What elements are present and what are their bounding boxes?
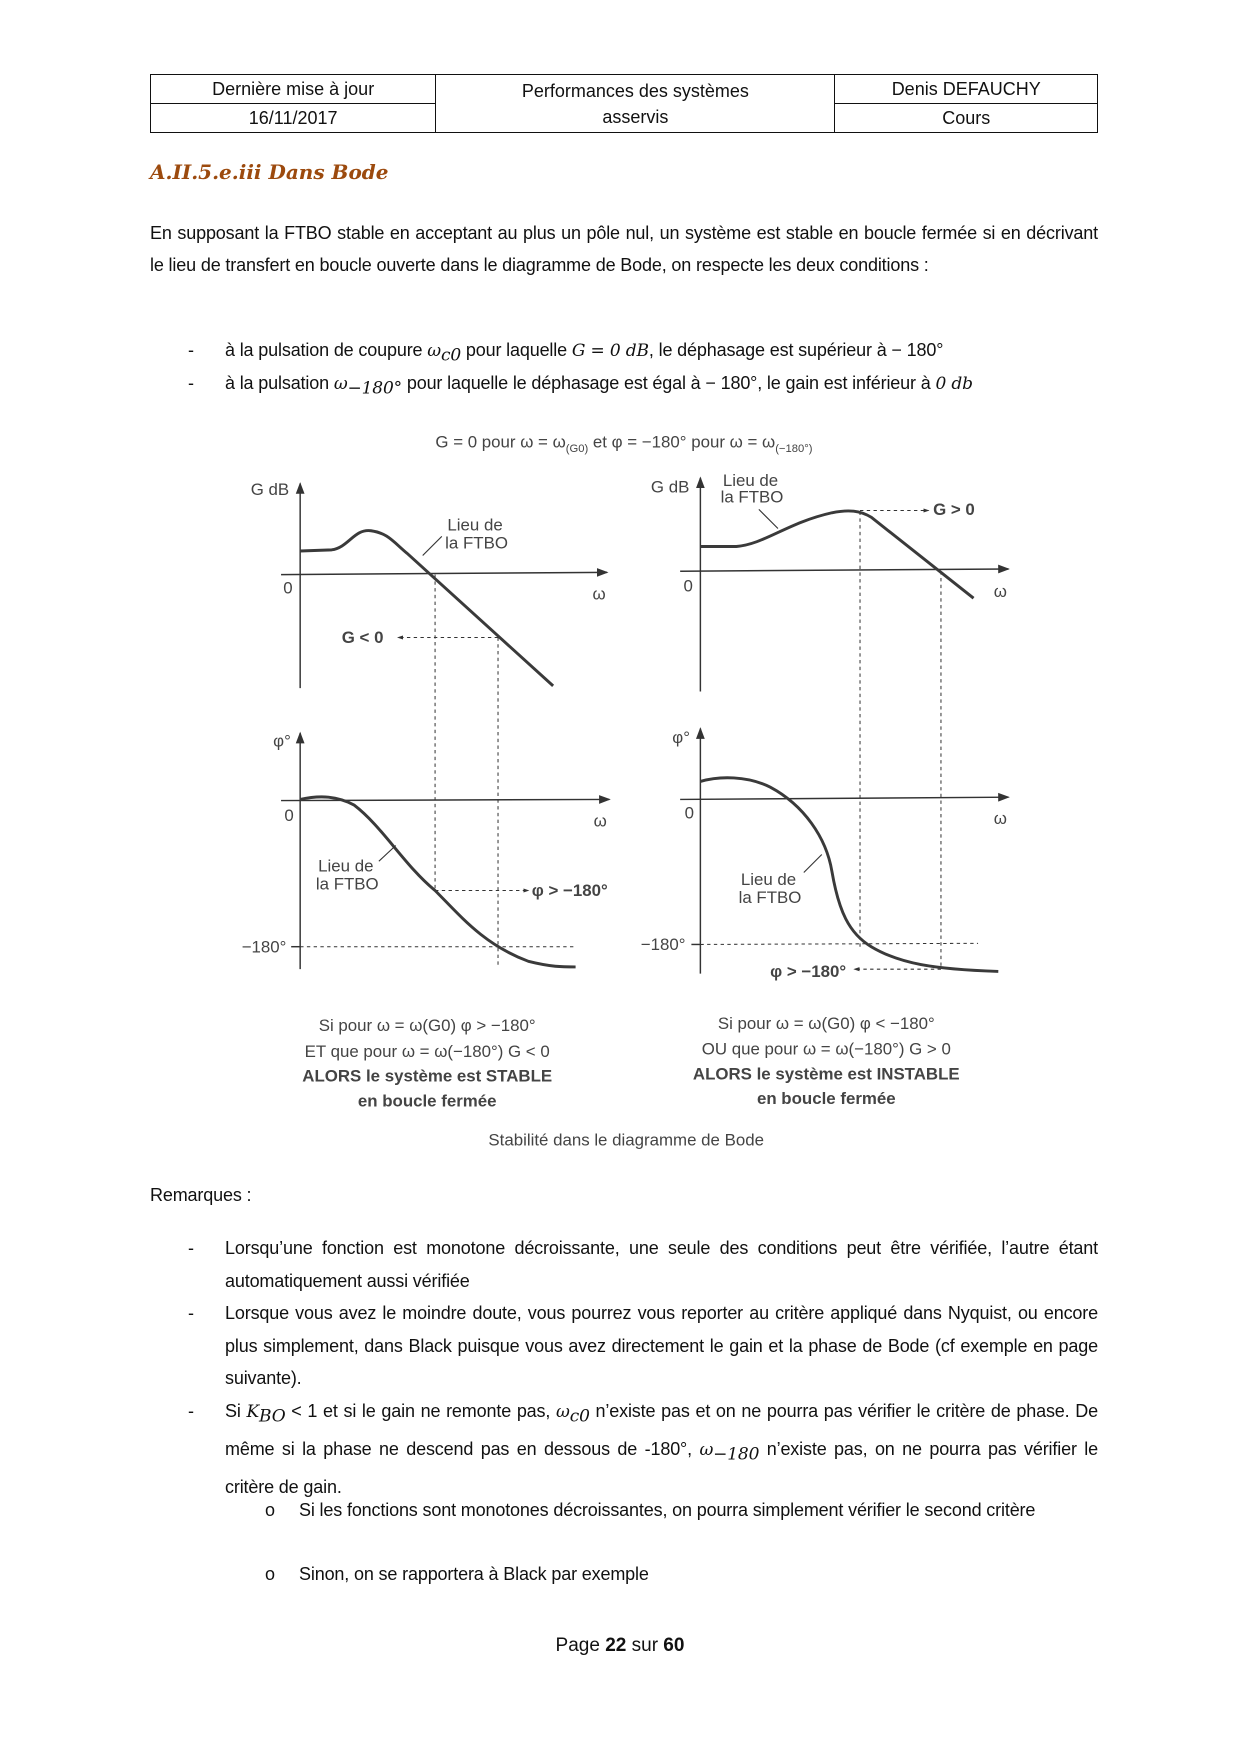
last-update-label: Dernière mise à jour bbox=[151, 75, 436, 104]
locus-label: Lieu de bbox=[740, 869, 797, 889]
figure-caption: Stabilité dans le diagramme de Bode bbox=[488, 1130, 764, 1150]
locus-label: Lieu de bbox=[447, 515, 503, 535]
locus-label: la FTBO bbox=[315, 874, 379, 894]
left-gain-axis-label: G dB bbox=[250, 479, 290, 499]
svg-text:ALORS le système est STABLE: ALORS le système est STABLE bbox=[302, 1066, 553, 1086]
page-footer: Page 22 sur 60 bbox=[555, 1635, 685, 1656]
right-phase-omega-label: ω bbox=[993, 809, 1007, 829]
locus-label: la FTBO bbox=[738, 887, 802, 907]
left-gain-curve bbox=[300, 531, 553, 686]
left-minus180-label: −180° bbox=[241, 937, 287, 957]
left-phase-axis-label: φ° bbox=[273, 731, 291, 751]
doc-type: Cours bbox=[835, 104, 1098, 133]
update-date: 16/11/2017 bbox=[151, 104, 436, 133]
left-gain-omega-label: ω bbox=[592, 584, 606, 604]
right-gain-axis-label: G dB bbox=[650, 477, 690, 497]
locus-label: la FTBO bbox=[445, 533, 508, 553]
left-phase-note: φ > −180° bbox=[531, 881, 608, 901]
svg-text:OU que pour ω = ω(−180°) G > 0: OU que pour ω = ω(−180°) G > 0 bbox=[701, 1039, 951, 1059]
left-phase-x-axis bbox=[281, 799, 609, 800]
right-phase-note: φ > −180° bbox=[770, 962, 847, 982]
right-phase-x-axis bbox=[680, 797, 1008, 799]
locus-label: Lieu de bbox=[318, 856, 374, 876]
svg-text:ET que pour ω = ω(−180°) G < 0: ET que pour ω = ω(−180°) G < 0 bbox=[304, 1041, 550, 1061]
remarks-title: Remarques : bbox=[150, 1185, 252, 1205]
locus-label: Lieu de bbox=[722, 470, 779, 490]
right-minus180-label: −180° bbox=[640, 935, 686, 955]
right-caption bbox=[693, 1014, 960, 1108]
svg-text:Si pour ω = ω(G0) φ < −180°: Si pour ω = ω(G0) φ < −180° bbox=[717, 1013, 935, 1033]
left-phase-zero-label: 0 bbox=[284, 805, 294, 825]
section-title: A.II.5.e.iii Dans Bode bbox=[150, 160, 389, 184]
right-phase-axis-label: φ° bbox=[672, 728, 690, 748]
svg-text:ALORS le système est INSTABLE: ALORS le système est INSTABLE bbox=[692, 1064, 960, 1084]
figure-title: G = 0 pour $\omega = \omega_{(G0)}$ et φ = −180° pour $\omega = \omega_{(-180^\circ)}$ bbox=[435, 432, 813, 456]
svg-text:en boucle fermée: en boucle fermée bbox=[357, 1091, 497, 1111]
left-gain-x-axis bbox=[281, 572, 607, 574]
intro-paragraph: En supposant la FTBO stable en acceptant au plus un pôle nul, un système est stable en boucle fermée si en décrivant le lieu de transfert en boucle ouverte dans le diagramme de Bode, on respecte les deux conditions : bbox=[150, 223, 1098, 275]
left-gain-note: G < 0 bbox=[341, 628, 384, 648]
locus-label: la FTBO bbox=[720, 487, 784, 507]
right-gain-omega-label: ω bbox=[993, 582, 1007, 602]
right-gain-curve bbox=[700, 511, 973, 598]
left-gain-zero-label: 0 bbox=[283, 578, 293, 598]
author: Denis DEFAUCHY bbox=[835, 75, 1098, 104]
svg-text:Si pour ω = ω(G0) φ > −180°: Si pour ω = ω(G0) φ > −180° bbox=[318, 1016, 536, 1036]
right-phase-zero-label: 0 bbox=[684, 803, 695, 823]
left-caption bbox=[302, 1016, 552, 1110]
right-gain-note: G > 0 bbox=[933, 500, 975, 520]
doc-title: Performances des systèmes asservis bbox=[436, 75, 835, 133]
right-gain-zero-label: 0 bbox=[683, 576, 693, 596]
right-gain-x-axis bbox=[680, 569, 1008, 571]
svg-text:en boucle fermée: en boucle fermée bbox=[756, 1089, 896, 1109]
left-phase-omega-label: ω bbox=[593, 811, 607, 831]
